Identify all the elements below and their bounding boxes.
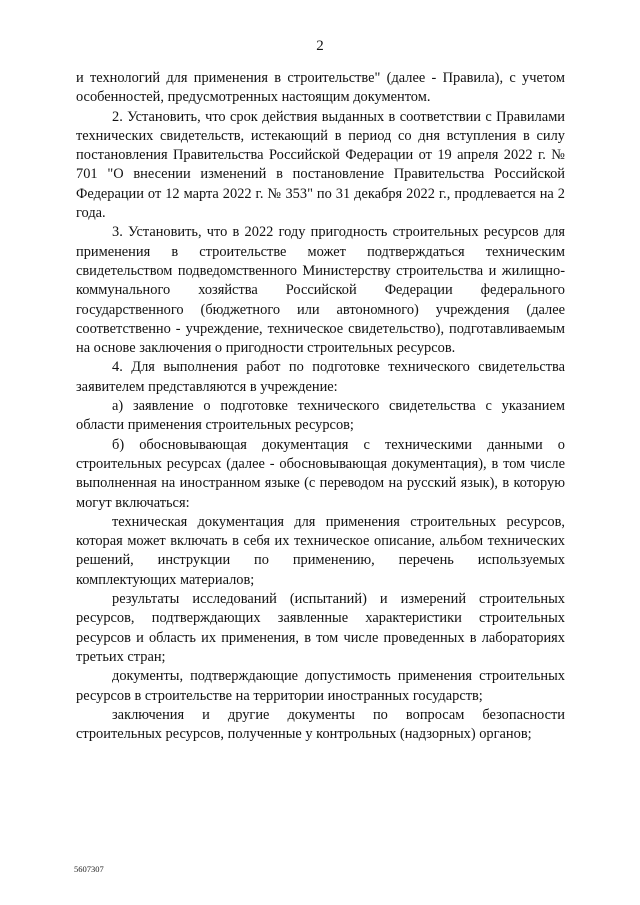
list-item-technical-docs: техническая документация для применения строительных ресурсов, которая может включать в себя их техническое описание, альбом технических решений, инструкции по применению, перечень используемых комплектующих материалов; <box>76 513 565 588</box>
subitem-b: б) обосновывающая документация с техническими данными о строительных ресурсах (далее - обосновывающая документация), в том числе выполненная на иностранном языке (с переводом на русский язык), в которую могут включаться: <box>76 436 565 511</box>
paragraph-item-2: 2. Установить, что срок действия выданных в соответствии с Правилами технических свидетельств, истекающий в период со дня вступления в силу постановления Правительства Российской Федерации от 19 апреля 2022 г. № 701 "О внесении изменений в постановление Правительства Российской Федерации от 12 марта 2022 г. № 353" по 31 декабря 2022 г., продлевается на 2 года. <box>76 108 565 222</box>
footer-code: 5607307 <box>74 864 104 874</box>
paragraph-item-3: 3. Установить, что в 2022 году пригодность строительных ресурсов для применения в строительстве может подтверждаться техническим свидетельством подведомственного Министерству строительства и жилищно-коммунального хозяйства Российской Федерации федерального государственного (бюджетного или автономного) учреждения (далее соответственно - учреждение, техническое свидетельство), подготавливаемым на основе заключения о пригодности строительных ресурсов. <box>76 224 565 357</box>
subitem-a: а) заявление о подготовке технического свидетельства с указанием области применения строительных ресурсов; <box>76 398 565 434</box>
page-number: 2 <box>316 38 324 54</box>
paragraph-continuation: и технологий для применения в строительстве" (далее - Правила), с учетом особенностей, предусмотренных настоящим документом. <box>76 70 565 106</box>
document-body <box>76 69 565 744</box>
list-item-permitting-docs: документы, подтверждающие допустимость применения строительных ресурсов в строительстве на территории иностранных государств; <box>76 668 565 704</box>
paragraph-item-4: 4. Для выполнения работ по подготовке технического свидетельства заявителем представляются в учреждение: <box>76 359 565 395</box>
list-item-test-results: результаты исследований (испытаний) и измерений строительных ресурсов, подтверждающих заявленные характеристики строительных ресурсов и область их применения, в том числе проведенных в лабораториях третьих стран; <box>76 591 565 665</box>
list-item-safety-conclusions: заключения и другие документы по вопросам безопасности строительных ресурсов, полученные у контрольных (надзорных) органов; <box>76 706 565 743</box>
